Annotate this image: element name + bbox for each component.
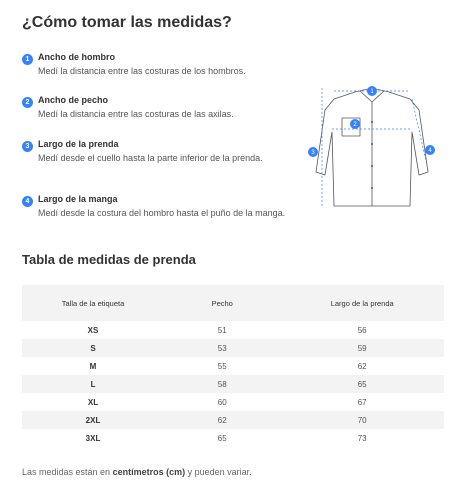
length-cell: 56: [357, 325, 367, 335]
length-cell: 59: [357, 343, 367, 353]
length-cell: 73: [357, 433, 367, 443]
step-number-badge: 3: [22, 141, 33, 152]
step-3: [22, 138, 292, 164]
step-4: [22, 193, 292, 219]
step-description: Medí desde la costura del hombro hasta el puño de la manga.: [38, 208, 286, 218]
size-cell: L: [90, 379, 96, 389]
footnote-suffix: y pueden variar.: [185, 467, 252, 477]
table-row: [22, 339, 444, 357]
header-size: Talla de la etiqueta: [61, 298, 125, 308]
shirt-measurement-diagram: [300, 82, 445, 212]
marker-4-label: 4: [428, 148, 432, 154]
step-description: Medí desde el cuello hasta la parte inferior de la prenda.: [38, 153, 263, 163]
length-cell: 65: [357, 379, 367, 389]
step-title: Largo de la prenda: [38, 139, 119, 149]
footnote-unit: centímetros (cm): [112, 467, 186, 477]
size-cell: M: [89, 361, 97, 371]
marker-1-label: 1: [370, 89, 374, 95]
size-table: [22, 285, 444, 447]
shirt-icon: [316, 88, 428, 206]
length-cell: 67: [357, 397, 367, 407]
marker-2-label: 2: [353, 122, 357, 128]
step-1: [22, 51, 292, 77]
chest-cell: 62: [217, 415, 227, 425]
chest-cell: 60: [217, 397, 227, 407]
step-title: Largo de la manga: [38, 194, 118, 204]
table-header-row: [22, 285, 444, 321]
chest-cell: 53: [217, 343, 227, 353]
table-row: [22, 429, 444, 447]
size-cell: S: [90, 343, 96, 353]
length-cell: 70: [357, 415, 367, 425]
size-cell: XS: [87, 325, 99, 335]
size-cell: 2XL: [85, 415, 101, 425]
length-cell: 62: [357, 361, 367, 371]
table-row: [22, 321, 444, 339]
chest-cell: 51: [217, 325, 227, 335]
size-cell: XL: [87, 397, 99, 407]
footnote-prefix: Las medidas están en: [22, 467, 113, 477]
marker-3-label: 3: [311, 150, 315, 156]
chest-cell: 65: [217, 433, 227, 443]
size-cell: 3XL: [85, 433, 101, 443]
chest-cell: 58: [217, 379, 227, 389]
step-number-badge: 4: [22, 196, 33, 207]
step-title: Ancho de pecho: [38, 95, 109, 105]
step-2: [22, 94, 292, 120]
table-row: [22, 375, 444, 393]
step-description: Medí la distancia entre las costuras de las axilas.: [38, 109, 234, 119]
table-row: [22, 411, 444, 429]
chest-cell: 55: [217, 361, 227, 371]
page-title: ¿Cómo tomar las medidas?: [22, 14, 232, 31]
header-length: Largo de la prenda: [330, 298, 394, 308]
step-title: Ancho de hombro: [38, 52, 115, 62]
table-row: [22, 357, 444, 375]
size-table-title: Tabla de medidas de prenda: [22, 252, 196, 267]
step-description: Medí la distancia entre las costuras de los hombros.: [38, 66, 246, 76]
step-number-badge: 1: [22, 54, 33, 65]
header-chest: Pecho: [211, 298, 233, 308]
table-row: [22, 393, 444, 411]
step-number-badge: 2: [22, 97, 33, 108]
footnote: [22, 467, 252, 477]
